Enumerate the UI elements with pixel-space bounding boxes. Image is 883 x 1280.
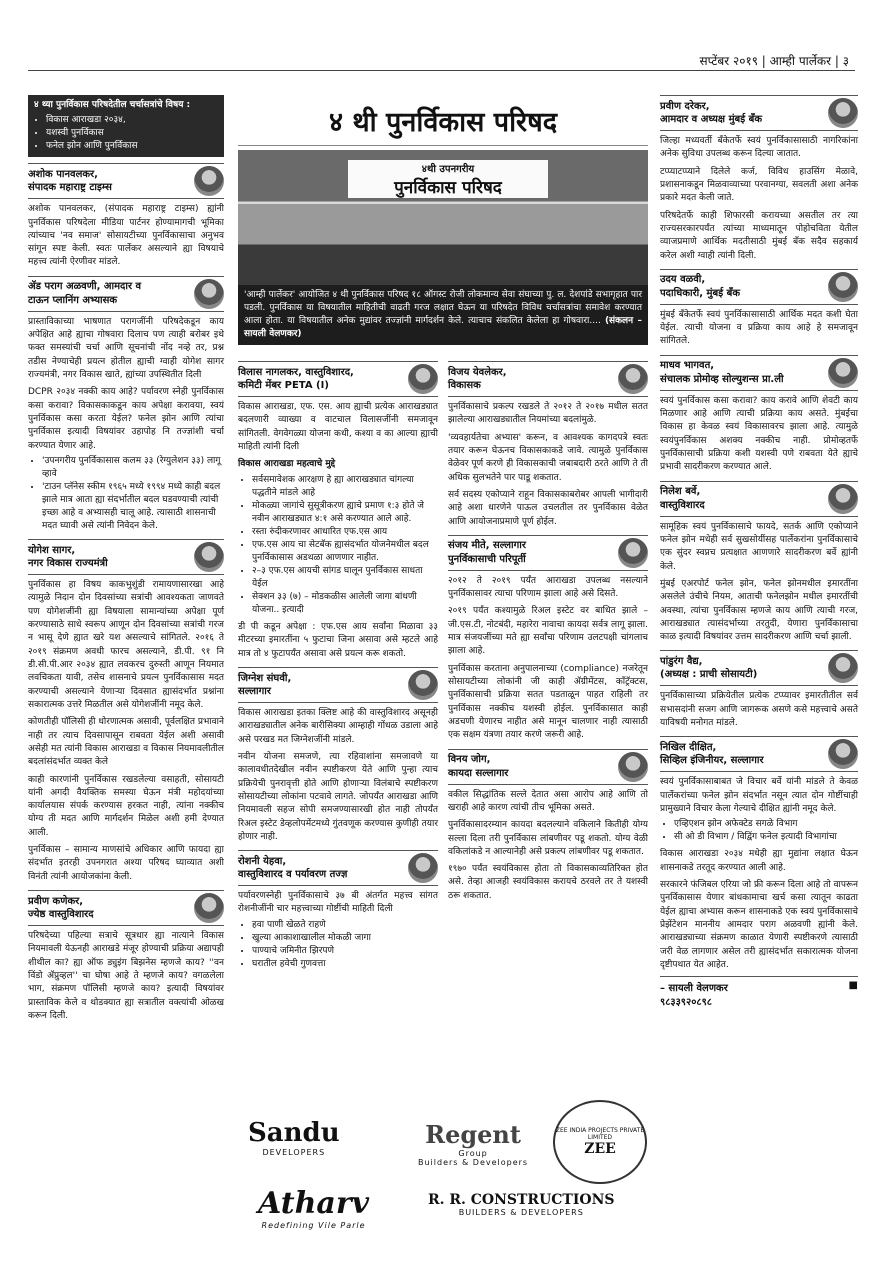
speaker-title: संचालक प्रोमोव्ह सोल्युशन्स प्रा.ली xyxy=(660,373,784,385)
backdrop-line2: पुनर्विकास परिषद xyxy=(394,177,502,198)
speaker-title: वास्तुविशारद xyxy=(660,499,705,511)
author-name: – सायली वेलणकर xyxy=(660,983,728,995)
zee-logo xyxy=(553,1100,647,1184)
speaker-photo xyxy=(194,279,224,309)
speaker-text: पुनर्विकास हा विषय काकभुशुंडी रामायणासारखा आहे त्यामुळे निदान दोन दिवसांच्या सत्रांची आवश्यकता जाणवते पण योगेशजींनी ह्या विषयाला सामान्यांच्या अपेक्षा पूर्ण करण्यासाठे साधे स्वरूप आणून दोन दिवसांच्या सत्रांची गरज न भासू देणे ह्यात खरे यश असल्याचे सांगितले. २०१६ ते २०१९ संक्रमण अवधी फारच असल्याने, डी.पी. ९१ नि डी.सी.पी.आर २०३४ ह्यात लवकरच दुरुस्ती आणून नियमात लवचिकता यावी, तसेच शासनाचे प्रयत्न पुनर्विकासास मदत करण्याची असल्याने येणाऱ्या दिवसात ह्यासंदर्भात प्रश्नांना सकारात्मक उत्तरे मिळतील असे योगेशजींनी नमूद केले. xyxy=(28,580,224,710)
speaker-text: सर्व सदस्य एकोप्याने राहून विकासकाबरोबर आपली भागीदारी आहे अशा धारणेने पाऊल उचलतील तर पुनर्विकास वेळेत आणि आयोजनाप्रमाणे पूर्ण होईल. xyxy=(448,489,648,527)
speaker-title: आमदार व अध्यक्ष मुंबई बँक xyxy=(660,114,763,125)
feature-block xyxy=(238,95,648,345)
header-separator: | xyxy=(761,54,766,68)
regent-group: Group xyxy=(458,1149,488,1158)
speaker-bullets xyxy=(238,474,438,618)
topics-title: ४ थ्या पुनर्विकास परिषदेतील चर्चासत्रांचे विषय : xyxy=(34,100,191,110)
column-middle-right xyxy=(448,355,648,905)
speaker-photo xyxy=(194,166,224,196)
column-middle-left xyxy=(238,355,438,973)
speaker-name: प्रवीण कणेकर, xyxy=(28,895,84,907)
speaker-title: वास्तुविशारद व पर्यावरण तज्ज्ञ xyxy=(238,869,348,881)
speaker-text: DCPR २०३४ नक्की काय आहे? पर्यावरण स्नेही पुनर्विकास कसा करावा? विकासकाकडून काय अपेक्षा करावया, स्वयं पुनर्विकास कसा करता येईल? फनेल झोन आणि त्यांचा पुनर्विकास इत्यादी विषयांवर उहापोह नि तज्ज्ञांशी चर्चा करण्यात येणार आहे. xyxy=(28,387,224,451)
speaker-photo xyxy=(194,542,224,572)
speaker-text: टप्प्याटप्प्याने दिलेले कर्ज, विविध हाउसिंग मेळावे, प्रशासनाकडून मिळवाव्याच्या परवानग्या, सवलती अशा अनेक प्रकारे मदत केली जाते. xyxy=(660,166,858,204)
speaker-title: पुनर्विकासाची परिपूर्ती xyxy=(448,553,526,565)
speaker-photo xyxy=(828,653,858,683)
bullet-item: • खुल्या आकाशाखालील मोकळी जागा xyxy=(252,932,438,945)
speaker-text: विकास आराखडा, एफ. एस. आय ह्याची प्रत्येक आराखड्यात बदलणारी व्याख्या व वाटचाल विलासजींनी समजावून सांगितली. वेगवेगळ्या योजना कधी, कश्या व का आल्या ह्याची माहिती त्यांनी दिली xyxy=(238,402,438,452)
speaker-text: पर्यावरणस्नेही पुनर्विकासाचे ३७ बी अंतर्गत महत्त्व सांगत रोशनीजींनी चार महत्त्वाच्या गोष्टींची माहिती दिली xyxy=(238,891,438,915)
speaker-text: १९७० पर्यंत स्वयंविकास होता तो विकासकाव्यतिरिक्त होत असे. तेव्हा आजही स्वयंविकास करायचे ठरवले तर ते यशस्वी ठरू शकतात. xyxy=(448,864,648,901)
speaker-bullets xyxy=(28,455,224,533)
speaker-header xyxy=(448,749,648,785)
speaker-text: विकास आराखडा २०३४ मधेही ह्या मुद्यांना लक्षात घेऊन शासनाकडे तरतूद करण्यात आली आहे. xyxy=(660,849,858,873)
speaker-header xyxy=(660,355,858,391)
speaker-name: जिग्नेश संघवी, xyxy=(238,672,292,684)
header-date: सप्टेंबर २०१९ xyxy=(699,54,758,68)
sandu-logo xyxy=(248,1118,340,1157)
sandu-name: Sandu xyxy=(248,1118,340,1148)
zee-ring-text: ZEE INDIA PROJECTS PRIVATE LIMITED xyxy=(555,1127,645,1141)
speaker-photo xyxy=(828,272,858,302)
speaker-text: काही कारणांनी पुनर्विकास रखडलेल्या वसाहती, सोसायटी यांनी अगदी वैयक्तिक समस्या घेऊन मंत्री महोदयांच्या कार्यालयास संपर्क करण्यास हरकत नाही, त्यांना नक्कीच योग्य ती मदत आणि मार्गदर्शन मिळेल अशी हमी देण्यात आली. xyxy=(28,774,224,838)
bullet-item: • एव्हिएशन झोन अफेक्टेड सगळे विभाग xyxy=(674,818,858,831)
speaker-text: मुंबई बँकेतर्फे स्वयं पुनर्विकासासाठी आर्थिक मदत कशी घेता येईल. त्याची योजना व प्रक्रिया काय आहे हे समजावून सांगितले. xyxy=(660,309,858,347)
backdrop-line1: ४थी उपनगरीय xyxy=(421,163,475,175)
speaker-header xyxy=(660,650,858,686)
speaker-photo xyxy=(618,752,648,782)
speaker-header xyxy=(660,269,858,305)
speaker-header xyxy=(28,890,224,926)
speaker-title: ज्येष्ठ वास्तुविशारद xyxy=(28,909,94,921)
speaker-name: अशोक पानवलकर, xyxy=(28,168,98,180)
speaker-photo xyxy=(828,358,858,388)
speaker-title: कायदा सल्लागार xyxy=(448,767,509,779)
bullet-item: • मोकळ्या जागांचे सुसूत्रीकरण ह्याचे प्रमाण १:३ होते जे नवीन आराखड्यात ४:१ असे करण्यात आले आहे. xyxy=(252,500,438,526)
speaker-photo xyxy=(194,893,224,923)
speaker-text: जिल्हा मध्यवर्ती बँकेतर्फे स्वयं पुनर्विकासासाठी नागरिकांना अनेक सुविधा उपलब्ध करून दिल्या जातात. xyxy=(660,136,858,160)
speaker-text: सरकारने फंजिबल एरिया जो फ्री करून दिला आहे तो वापरून पुनर्विकासास येणार बांधकामाचा खर्च कसा त्यातून काढता येईल ह्याचा अभ्यास करून शासनाकडे एक स्वयं पुनर्विकासाचे प्रेझेंटेशन माननीय आमदार पराग अळवणी ह्यांनी केले. आराखड्याच्या संक्रमण काळात येणारी स्पष्टीकरणे त्यासाठी जरी वेळ लागणार असेल तरी ह्यासंदर्भात सकारात्मक योजना दृष्टीपथात येत आहेत. xyxy=(660,880,858,970)
speaker-header xyxy=(660,736,858,772)
speaker-text: मुंबई एअरपोर्ट फनेल झोन, फनेल झोनमधील इमारतींना असलेले उंचीचे नियम, आताची फनेलझोन मधील इमारतींची अवस्था, त्यांचा पुनर्विकास म्हणजे काय आणि त्याची गरज, आराखड्यात त्यासंदर्भाच्या तरतुदी, येणारा पुनर्विकासाचा काळ इत्यादी विषयांवर उत्तम सादरीकरण आणि चर्चा झाली. xyxy=(660,578,858,643)
speaker-name: ॲड पराग अळवणी, आमदार व xyxy=(28,281,142,293)
speaker-name: योगेश सागर, xyxy=(28,544,76,556)
speaker-text: परिषदेच्या पहिल्या सत्राचे सूत्रधार ह्या नात्याने विकास नियमावली येऊनही आराखडे मंजूर होण्याची प्रक्रिया अद्यापही शीथील का? ह्या ऑफ ड्युइंग बिझनेस म्हणजे काय? ''वन विंडो ॲप्रुव्हल'' चा घोषा आहे ते म्हणजे काय? वगळलेला भाग, संक्रमण पॉलिसी म्हणजे काय? इत्यादी विषयांवर प्रास्ताविक केले व थोडक्यात ह्या सत्रातील वक्त्यांची ओळख करून दिली. xyxy=(28,931,224,1021)
page-number: ३ xyxy=(842,54,849,68)
speaker-text: वकील सिद्धांतिक सल्ले देतात असा आरोप आहे आणि तो खराही आहे कारण त्यांची तीच भूमिका असते. xyxy=(448,789,648,813)
bullet-item: • एफ.एस आय चा सेटबॅक ह्यासंदर्भात योजनेमधील बदल पुनर्विकासास अडथळा आणणार नाहीत. xyxy=(252,539,438,565)
atharv-sub: Redefining Vile Parle xyxy=(261,1221,366,1230)
speaker-text: डी पी कडून अपेक्षा : एफ.एस आय सर्वांना मिळावा ३३ मीटरच्या इमारतींना ५ फुटाचा जिना असावा असे म्हटले आहे मात्र तो ४ फुटापर्यंत असावा असे प्रयत्न करू शकतो. xyxy=(238,622,438,659)
rr-name: R. R. CONSTRUCTIONS xyxy=(428,1192,615,1208)
topic-item: • यशस्वी पुनर्विकास xyxy=(46,127,218,140)
page-header xyxy=(700,52,849,69)
speaker-text: पुनर्विकासाचे प्रकल्प रखडले ते २०१२ ते २०१७ मधील सतत झालेल्या आराखड्यातील नियमांच्या बदलांमुळे. xyxy=(448,402,648,426)
column-right xyxy=(660,95,858,1008)
speaker-title: नगर विकास राज्यमंत्री xyxy=(28,558,108,570)
speaker-bullets xyxy=(238,919,438,971)
speaker-title: सल्लागार xyxy=(238,686,271,698)
speaker-title: सिव्हिल इंजिनीयर, सल्लागार xyxy=(660,755,764,767)
speaker-title: कमिटी मेंबर PETA (I) xyxy=(238,380,329,391)
column-left xyxy=(28,95,224,1025)
bullet-item: • सी ओ डी विभाग / विद्विंग फनेल इत्यादी विभागांचा xyxy=(674,831,858,844)
atharv-logo xyxy=(258,1186,369,1230)
speaker-name: विनय जोग, xyxy=(448,754,491,766)
speaker-bullets xyxy=(660,818,858,844)
speaker-header xyxy=(28,163,224,199)
speaker-header xyxy=(28,276,224,312)
photo-caption xyxy=(238,285,648,345)
bullet-item: • रस्ता रुंदीकरणावर आधारित एफ.एस आय xyxy=(252,526,438,539)
regent-sub: Builders & Developers xyxy=(418,1158,529,1167)
speaker-text: प्रास्ताविकाच्या भाषणात परागजींनी परिषदेकडून काय अपेक्षित आहे ह्याचा गोषवारा दिलाच पण त्याही बरोबर इथे फक्त समस्यांची चर्चा आणि सूचनांची नोंद नव्हे तर, प्रश्न तडीस नेण्याचेही प्रयत्न होतील ह्याची ग्वाही योगेश सागर राज्यमंत्री, नगर विकास खाते, ह्यांच्या उपस्थितीत दिली xyxy=(28,316,224,380)
speaker-text: 'व्यवहार्यतेचा अभ्यास' करून, व आवश्यक कागदपत्रे स्वतः तयार करून घेऊनच विकासकाकडे जावे. त्यामुळे पुनर्विकास वेळेवर पूर्ण करणे ही विकासकाची जबाबदारी ठरते आणि ते ती अधिक सुलभतेने पार पाडू शकतात. xyxy=(448,432,648,483)
speaker-name: प्रवीण दरेकर, xyxy=(660,100,710,112)
bullet-item: • 'उपनगरीय पुनर्विकासास कलम ३३ (रेग्युलेशन ३३) लागू व्हावे xyxy=(42,455,224,481)
speaker-header xyxy=(238,361,438,397)
bullet-item: • पाण्याचे जमिनीत झिरपणे xyxy=(252,945,438,958)
speaker-photo xyxy=(408,364,438,394)
topics-list xyxy=(34,114,218,153)
speaker-name: माधव भागवत, xyxy=(660,360,715,372)
speaker-photo xyxy=(828,98,858,128)
speaker-title: संपादक महाराष्ट्र टाइम्स xyxy=(28,182,112,194)
speaker-text: पुनर्विकास – सामान्य माणसांचे अधिकार आणि फायदा ह्या संदर्भात इतरही उपनगरात अश्या परिषद घ्याव्यात अशी विनंती त्यांनी आयोजकांना केली. xyxy=(28,845,224,882)
speaker-title: (अध्यक्ष : प्राची सोसायटी) xyxy=(660,669,758,681)
topic-item: • विकास आराखडा २०३४, xyxy=(46,114,218,127)
speaker-text: पुनर्विकासाच्या प्रक्रियेतील प्रत्येक टप्प्यावर इमारतीतील सर्व सभासदांनी सजग आणि जागरूक असणे कसे महत्त्वाचे असते याविषयी मनोगत मांडले. xyxy=(660,691,858,729)
header-separator: | xyxy=(834,54,839,68)
speaker-name: उदय वळवी, xyxy=(660,274,706,286)
header-rule xyxy=(28,70,855,71)
speaker-title: पदाधिकारी, मुंबई बँक xyxy=(660,287,741,299)
sandu-sub: DEVELOPERS xyxy=(262,1148,326,1157)
caption-credit: (संकलन – सायली वेलणकर) xyxy=(244,316,642,340)
author-phone: ९८३३९२०८९८ xyxy=(660,997,712,1009)
header-paper-name: आम्ही पार्लेकर xyxy=(769,54,832,68)
bullet-item: • २–३ एफ.एस आयची सांगड घालून पुनर्विकास साधता येईल xyxy=(252,565,438,591)
speaker-name: संजय मीते, सल्लागार xyxy=(448,540,526,552)
speaker-name: विलास नागलकर, वास्तुविशारद, xyxy=(238,366,354,378)
speaker-text: स्वयं पुनर्विकास कसा करावा? काय करावे आणि शेवटी काय मिळणार आहे आणि त्याची प्रक्रिया काय असते. मुंबईचा विकास हा केवळ स्वयं विकासावरच झाला आहे. त्यामुळे स्वयंपुनर्विकास अशक्य नक्कीच नाही. प्रोमोव्हतर्फे पुनर्विकासाची प्रक्रिया कशी यशस्वी पणे राबवता येते ह्याचे प्रभावी सादरीकरण करण्यात आले. xyxy=(660,395,858,473)
page-title: ४ थी पुनर्विकास परिषद xyxy=(238,95,648,146)
speaker-header xyxy=(28,539,224,575)
sponsor-ads xyxy=(238,1100,648,1240)
bullet-item: • सेक्शन ३३ (७) – मोडकळीस आलेली जागा बांधणी योजना.. इत्यादी xyxy=(252,591,438,617)
speaker-photo xyxy=(408,670,438,700)
speaker-photo xyxy=(618,364,648,394)
speaker-name: निखिल दीक्षित, xyxy=(660,741,717,753)
bullet-item: • सर्वसमावेशक आरक्षण हे ह्या आराखड्यात चांगल्या पद्धतीने मांडले आहे xyxy=(252,474,438,500)
event-backdrop xyxy=(348,160,548,198)
rr-logo xyxy=(428,1192,614,1217)
event-photo xyxy=(238,150,648,285)
speaker-name: रोशनी येहवा, xyxy=(238,855,287,867)
speaker-header xyxy=(238,667,438,703)
speaker-header xyxy=(238,850,438,886)
speaker-name: निलेश बर्वे, xyxy=(660,486,701,498)
speaker-text: नवीन योजना समजणे, त्या रहिवाशांना समजावणे या कालावधीतदेखील नवीन स्पष्टीकरण येते आणि पुन्हा त्याच प्रक्रियेची पुनरावृत्ती होते आणि होणाऱ्या विलंबाचे स्पष्टीकरण सोसायटीच्या लोकांना पटवावे लागते. जोपर्यंत आराखडा आणि नियमावली सहज सोपी समजण्यासारखी होत नाही तोपर्यंत रिअल इस्टेट डेव्हलोपमेंटमध्ये गुंतवणूक करण्यास कुणीही तयार होणार नाही. xyxy=(238,751,438,842)
speaker-photo xyxy=(828,739,858,769)
speaker-name: पांडुरंग वैद्य, xyxy=(660,655,703,667)
rr-sub: BUILDERS & DEVELOPERS xyxy=(458,1208,584,1217)
speaker-text: २०१२ ते २०१९ पर्यंत आराखडा उपलब्ध नसल्याने पुनर्विकासावर त्याचा परिणाम झाला आहे असे दिसते. xyxy=(448,575,648,600)
speaker-header xyxy=(660,481,858,517)
speaker-subheading: विकास आराखडा महत्वाचे मुद्दे xyxy=(238,459,336,470)
speaker-header xyxy=(448,535,648,571)
speaker-photo xyxy=(618,538,648,568)
speaker-text: अशोक पानवलकर, (संपादक महाराष्ट्र टाइम्स) ह्यांनी पुनर्विकास परिषदेला मीडिया पार्टनर होण्यामागची भूमिका त्यांच्याच 'नव समाज' सोसायटीच्या पुनर्विकासाचा अनुभव सांगून स्पष्ट केली. स्वतः पार्लेकर असल्याने ह्या विषयाचे महत्त्व त्यांनी ऐरणीवर मांडले. xyxy=(28,204,224,268)
bullet-item: • हवा पाणी खेळते राहणे xyxy=(252,919,438,932)
topics-box xyxy=(28,95,224,157)
signoff xyxy=(660,976,858,1008)
regent-name: Regent xyxy=(425,1120,521,1149)
speaker-text: कोणतीही पॉलिसी ही धोरणात्मक असावी, पूर्वलक्षित प्रभावाने नाही तर त्याच दिवसापासून राबवता येईल अशी असावी असेही मत त्यांनी विकास आराखडा व विकास नियमावलीतील बदलांसंदर्भात व्यक्त केले xyxy=(28,717,224,768)
speaker-photo xyxy=(408,853,438,883)
regent-logo xyxy=(418,1120,528,1167)
speaker-text: पुनर्विकास करताना अनुपालनाच्या (compliance) नजरेतून सोसायटीच्या लोकांनी जी काही ॲग्रीमेंटस, कॉंट्रॅक्टस, पुनर्विकासाची प्रक्रिया सतत पडताळून पाहत राहिली तर पुनर्विकास नक्कीच यशस्वी होईल. पुनर्विकासात काही अडचणी येणारच नाहीत असे मानून चालणार नाही त्यासाठी एक सक्षम यंत्रणा तयार करणे जरूरी आहे. xyxy=(448,663,648,741)
zee-name: ZEE xyxy=(584,1141,616,1157)
speaker-text: स्वयं पुनर्विकासाबाबत जे विचार बर्वे यांनी मांडले ते केवळ पार्लेकरांच्या फनेल झोन संदर्भात नसून त्यात दोन गोष्टींचाही प्रामुख्याने विचार केला गेल्याचे दीक्षित ह्यांनी नमूद केले. xyxy=(660,777,858,814)
speaker-header xyxy=(660,95,858,131)
speaker-text: विकास आराखडा इतका क्लिष्ट आहे की वास्तुविशारद असूनही आराखड्यातील अनेक बारीसिक्या आम्हाही गोंधळ उडाला आहे असे परखड मत जिग्नेशजींनी मांडले. xyxy=(238,708,438,745)
speaker-photo xyxy=(828,484,858,514)
speaker-title: टाऊन प्लानिंग अभ्यासक xyxy=(28,294,118,306)
caption-text: 'आम्ही पार्लेकर' आयोजित ४ थी पुनर्विकास परिषद १८ ऑगस्ट रोजी लोकमान्य सेवा संघाच्या पु. ल. देशपांडे सभागृहात पार पडली. पुनर्विकास या विषयातील माहितीची वाढती गरज लक्षात घेऊन या परिषदेत विविध चर्चासत्रांचा समावेश करण्यात आला होता. या विषयातील अनेक मुद्यांवर तज्ज्ञांनी मार्गदर्शन केले. त्याचाच संकलित केलेला हा गोषवारा.... xyxy=(244,290,642,327)
bullet-item: • 'टाउन प्लॅनेस स्कीम १९६५ मध्ये १९९४ मध्ये काही बदल झाले मात्र आता ह्या संदर्भातील बदल घडवण्याची त्यांची इच्छा आहे व अभ्यासही चालू आहे. त्यासाठी शासनाची मदत घ्यावी असे त्यांनी निवेदन केले. xyxy=(42,481,224,533)
speaker-text: २०१९ पर्यंत कश्यामुळे रिअल इस्टेट वर बाधित झाले – जी.एस.टी, नोटबंदी, महारेरा नावाचा कायदा सर्वत्र लागू झाला. मात्र संजयजींच्या मते ह्या सर्वांचा परिणाम उलटपक्षी चांगलाच झाला आहे. xyxy=(448,606,648,657)
end-mark: ■ xyxy=(848,980,858,992)
speaker-name: विजय येवलेकर, xyxy=(448,366,507,378)
topic-item: • फनेल झोन आणि पुनर्विकास xyxy=(46,140,218,153)
atharv-name: Atharv xyxy=(258,1186,370,1221)
speaker-title: विकासक xyxy=(448,380,481,391)
speaker-text: परिषदेतर्फे काही शिफारसी करायच्या असतील तर त्या राज्यसरकारपर्यंत त्यांच्या माध्यमातून पोहोचविता येतील व्याजप्रमाणे आर्थिक मदतीसाठी मुंबई बँक सदैव सहकार्य करेल अशी ग्वाही त्यांनी दिली. xyxy=(660,210,858,261)
speaker-text: पुनर्विकासादरम्यान कायदा बदलल्याने वकिलाने कितीही योग्य सल्ला दिला तरी पुनर्विकास लांबणीवर पडू शकतो. योग्य वेळी वकिलांकडे न आल्यानेही असे प्रकल्प लांबणीवर पडू शकतात. xyxy=(448,820,648,857)
speaker-text: सामूहिक स्वयं पुनर्विकासाचे फायदे, सतर्क आणि एकोप्याने फनेल झोन मधेही सर्व सुखसोयींसह पार्लेकरांना पुनर्विकासाचे एक सुंदर स्वप्नच प्रत्यक्षात आणणारे सादरीकरण बर्वे ह्यांनी केले. xyxy=(660,521,858,572)
bullet-item: • घरातील हवेची गुणवत्ता xyxy=(252,958,438,971)
speaker-header xyxy=(448,361,648,397)
